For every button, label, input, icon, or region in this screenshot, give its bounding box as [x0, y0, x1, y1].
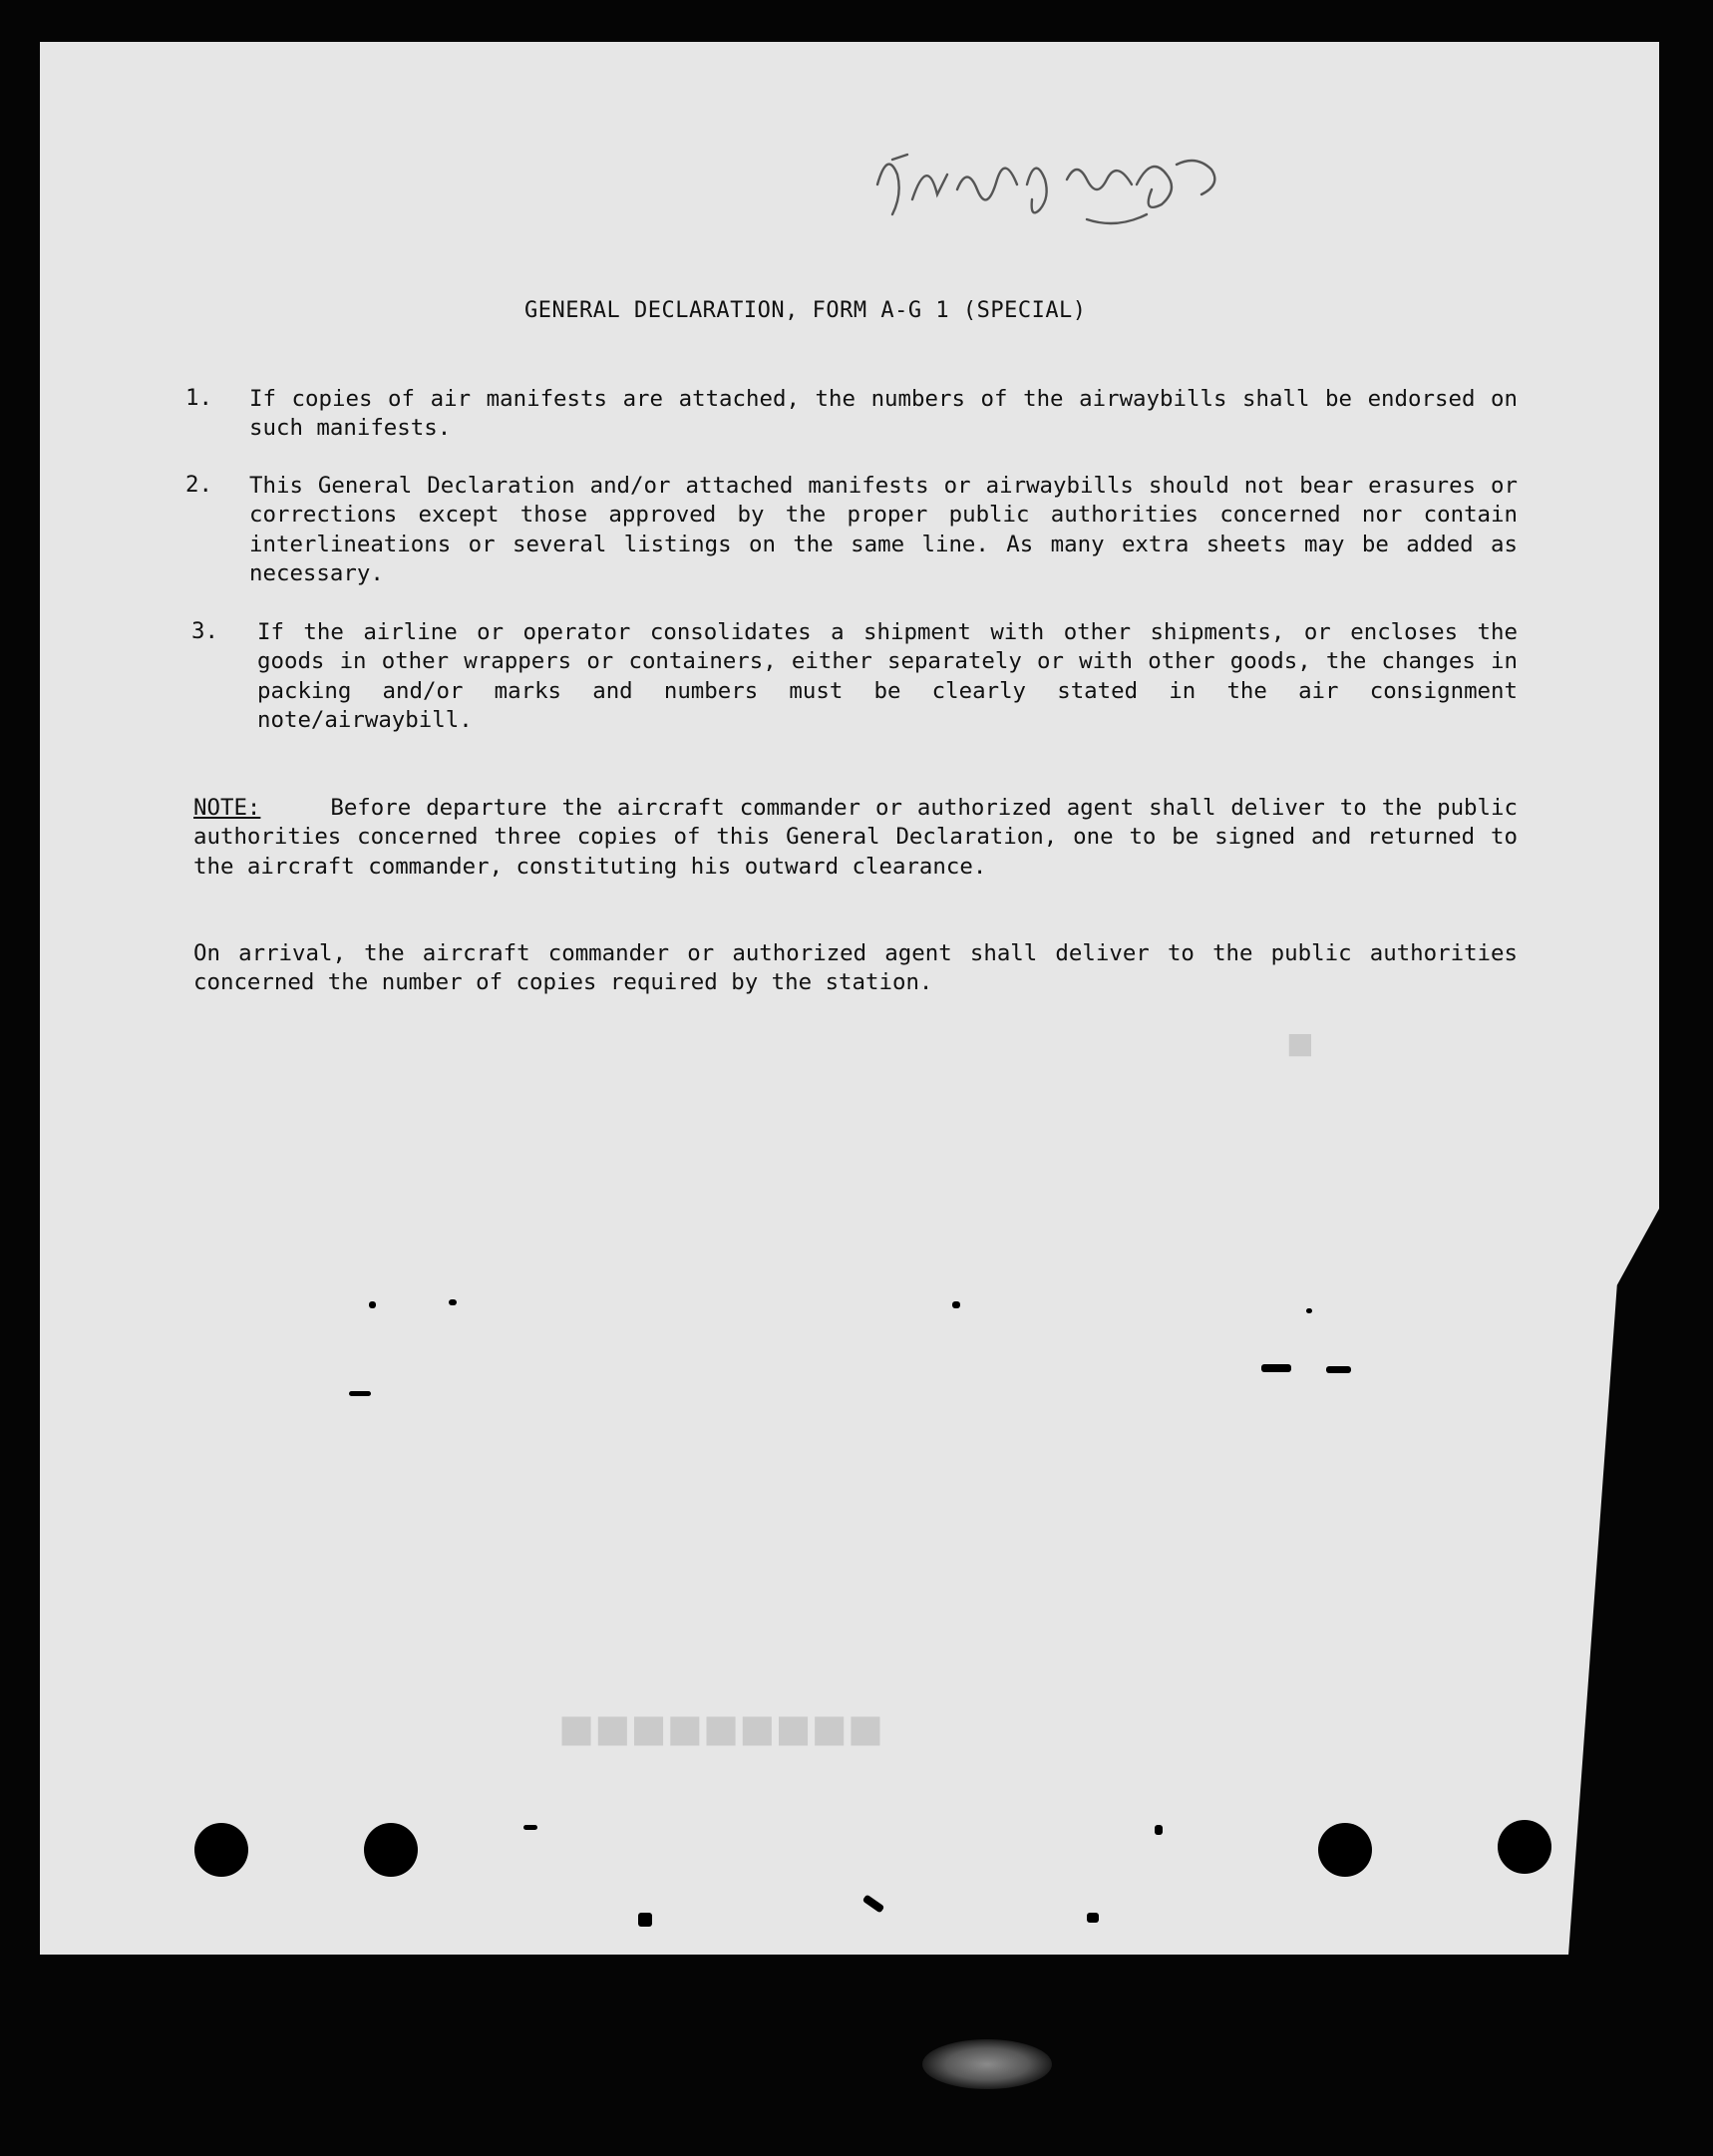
ink-speck — [449, 1299, 457, 1305]
ink-speck — [1326, 1366, 1351, 1373]
ink-speck — [349, 1391, 371, 1396]
punch-hole — [1318, 1823, 1372, 1877]
ink-speck — [1261, 1364, 1291, 1372]
ink-speck — [1306, 1308, 1312, 1313]
page-title: GENERAL DECLARATION, FORM A-G 1 (SPECIAL) — [524, 298, 1087, 323]
arrival-paragraph: On arrival, the aircraft commander or authorized agent shall deliver to the public authorities concerned the number of copies required by the station. — [193, 940, 1518, 996]
item-text: This General Declaration and/or attached manifests or airwaybills should not bear erasures or corrections except those approved by the proper public authorities concerned nor contain interlineations or several listings on the same line. As many extra sheets may be added as necessary. — [249, 473, 1518, 586]
punch-hole — [1498, 1820, 1551, 1874]
item-number: 3. — [191, 618, 218, 644]
bleed-through-mark: ■■■■■■■■■ — [558, 1696, 884, 1762]
note-text: Before departure the aircraft commander or authorized agent shall deliver to the public authorities concerned three copies of this General Declaration, one to be signed and returned to the aircraft commander, constituting his outward clearance. — [193, 795, 1518, 880]
item-number: 1. — [185, 385, 212, 411]
document-page — [40, 42, 1659, 1955]
ink-speck — [638, 1913, 652, 1927]
handwritten-annotation — [867, 130, 1266, 249]
item-text: If the airline or operator consolidates a shipment with other shipments, or encloses the goods in other wrappers or containers, either separately or with other goods, the changes in packing and/or marks and numbers must be clearly stated in the air consignment note/airwaybill. — [257, 619, 1518, 733]
item-number: 2. — [185, 472, 212, 498]
ink-speck — [1087, 1913, 1099, 1923]
bleed-through-mark: ■ — [1286, 1018, 1314, 1069]
item-text: If copies of air manifests are attached, the numbers of the airwaybills shall be endorsed on such manifests. — [249, 386, 1518, 442]
punch-hole — [364, 1823, 418, 1877]
punch-hole — [194, 1823, 248, 1877]
scan-smudge — [922, 2039, 1052, 2089]
ink-speck — [1155, 1825, 1163, 1835]
note-label: NOTE: — [193, 795, 261, 821]
note-paragraph — [193, 794, 1518, 882]
ink-speck — [523, 1825, 537, 1830]
ink-speck — [369, 1301, 376, 1308]
ink-speck — [952, 1301, 960, 1308]
